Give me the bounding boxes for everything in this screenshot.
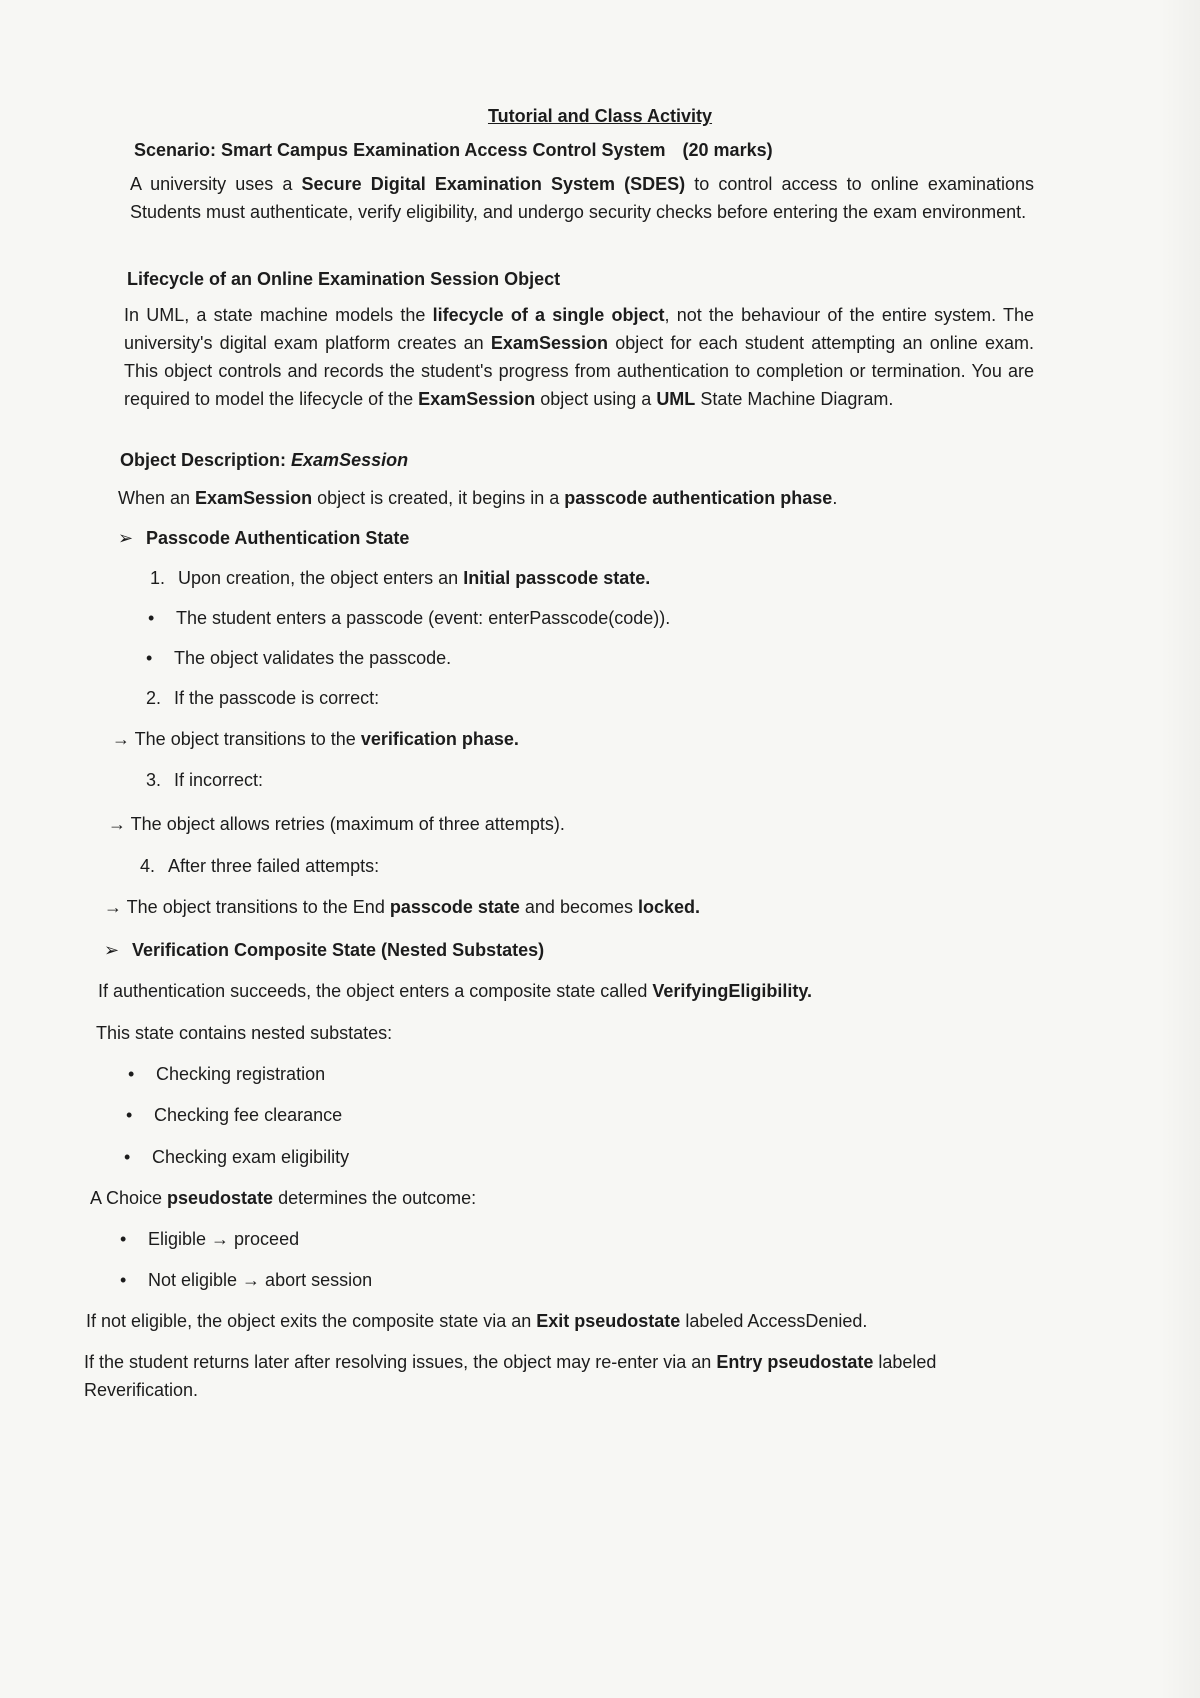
item-number: 3. <box>146 770 162 790</box>
object-description-intro <box>118 484 837 512</box>
intro-text-part: object is created, it begins in a <box>312 488 565 508</box>
intro-text-part: When an <box>118 488 196 508</box>
passcode-arrow-3 <box>104 893 700 921</box>
uml-term: UML <box>656 389 696 409</box>
bullet-icon: • <box>124 1147 131 1167</box>
arrowhead-bullet-icon: ➢ <box>118 528 134 548</box>
lifecycle-text-part: object for each student attempting an online exam. This object controls and records the student's progress from authentication to completion or termination. You are required to model the lifecycle of the <box>124 333 1034 409</box>
passcode-item-3 <box>146 766 263 794</box>
exit-pseudostate-term: Exit pseudostate <box>536 1311 681 1331</box>
scenario-text-part: to control access to online examinations Students must authenticate, verify eligibility, and undergo security checks before entering the exam environment. <box>130 174 1034 222</box>
arrow-text: → The object transitions to the <box>112 729 361 749</box>
item-text: Upon creation, the object enters an <box>178 568 464 588</box>
passcode-item-4 <box>140 852 379 880</box>
lifecycle-paragraph <box>124 301 1034 413</box>
bullet-icon: • <box>120 1229 127 1249</box>
sdes-term: Secure Digital Examination System (SDES) <box>301 174 686 194</box>
passcode-item-2 <box>146 684 379 712</box>
initial-state-term: Initial passcode state. <box>463 568 651 588</box>
examsession-term: ExamSession <box>418 389 536 409</box>
lifecycle-heading: Lifecycle of an Online Examination Session Object <box>127 269 561 289</box>
item-text: After three failed attempts: <box>168 856 380 876</box>
bullet-icon: • <box>126 1105 133 1125</box>
entry-text: If the student returns later after resolving issues, the object may re-enter via an <box>84 1352 717 1372</box>
passcode-state-term: passcode state <box>389 897 520 917</box>
passcode-section-title: Passcode Authentication State <box>146 528 410 548</box>
lifecycle-term: lifecycle of a single object <box>432 305 665 325</box>
substate-text: Checking exam eligibility <box>152 1147 350 1167</box>
scenario-heading-text: Scenario: Smart Campus Examination Access Control System <box>134 140 666 160</box>
item-text: If incorrect: <box>174 770 264 790</box>
lifecycle-text-part: State Machine Diagram. <box>695 389 894 409</box>
substate-item <box>128 1060 325 1088</box>
substates-intro: This state contains nested substates: <box>96 1023 393 1043</box>
bullet-icon: • <box>148 608 155 628</box>
scenario-heading <box>134 136 773 164</box>
entry-pseudostate-term: Entry pseudostate <box>716 1352 874 1372</box>
object-name: ExamSession <box>291 450 409 470</box>
passcode-item-1 <box>150 564 650 592</box>
bullet-icon: • <box>128 1064 135 1084</box>
object-description-label: Object Description: <box>120 450 292 470</box>
outcome-item <box>120 1225 299 1253</box>
choice-text: determines the outcome: <box>273 1188 477 1208</box>
verification-section-heading <box>104 936 544 964</box>
exit-paragraph <box>86 1307 867 1335</box>
outcome-text: Not eligible → abort session <box>148 1270 373 1290</box>
lifecycle-text-part: object using a <box>535 389 657 409</box>
outcome-item <box>120 1266 372 1294</box>
entry-paragraph <box>84 1348 1034 1404</box>
scenario-marks: (20 marks) <box>682 140 773 160</box>
choice-text: A Choice <box>90 1188 168 1208</box>
arrowhead-bullet-icon: ➢ <box>104 940 120 960</box>
passcode-arrow-2: → The object allows retries (maximum of three attempts). <box>108 814 565 834</box>
arrow-text: and becomes <box>519 897 638 917</box>
document-title: Tutorial and Class Activity <box>487 106 713 126</box>
exit-text: If not eligible, the object exits the composite state via an <box>86 1311 537 1331</box>
passcode-bullet-2 <box>146 644 451 672</box>
item-number: 4. <box>140 856 156 876</box>
arrow-text: → The object transitions to the End <box>104 897 390 917</box>
passcode-arrow-1 <box>112 725 519 753</box>
examsession-term: ExamSession <box>490 333 608 353</box>
substate-text: Checking fee clearance <box>154 1105 343 1125</box>
item-text: If the passcode is correct: <box>174 688 380 708</box>
entry-text: labeled Reverification. <box>84 1352 937 1400</box>
exit-text: labeled AccessDenied. <box>680 1311 868 1331</box>
pseudostate-term: pseudostate <box>167 1188 274 1208</box>
scan-edge-shade <box>1160 0 1200 1698</box>
passcode-bullet-1 <box>148 604 670 632</box>
verification-phase-term: verification phase. <box>360 729 519 749</box>
object-description-heading <box>120 446 408 474</box>
passcode-phase-term: passcode authentication phase <box>564 488 833 508</box>
item-number: 2. <box>146 688 162 708</box>
substate-item <box>124 1143 349 1171</box>
scenario-text-part: A university uses a <box>130 174 302 194</box>
scenario-paragraph <box>130 170 1034 226</box>
verification-section-title: Verification Composite State (Nested Substates) <box>132 940 545 960</box>
examsession-term: ExamSession <box>195 488 313 508</box>
bullet-icon: • <box>120 1270 127 1290</box>
choice-intro <box>90 1184 476 1212</box>
verifying-eligibility-term: VerifyingEligibility. <box>652 981 813 1001</box>
verification-intro <box>98 977 812 1005</box>
passcode-section-heading <box>118 524 409 552</box>
lifecycle-text-part: In UML, a state machine models the <box>124 305 433 325</box>
verification-intro-text: If authentication succeeds, the object enters a composite state called <box>98 981 653 1001</box>
bullet-icon: • <box>146 648 153 668</box>
item-number: 1. <box>150 568 166 588</box>
bullet-text: The object validates the passcode. <box>174 648 452 668</box>
outcome-text: Eligible → proceed <box>148 1229 300 1249</box>
lifecycle-text-part: , not the behaviour of the entire system. The university's digital exam platform creates an <box>124 305 1034 353</box>
substate-text: Checking registration <box>156 1064 326 1084</box>
locked-term: locked. <box>637 897 701 917</box>
substate-item <box>126 1101 342 1129</box>
bullet-text: The student enters a passcode (event: enterPasscode(code)). <box>176 608 671 628</box>
intro-text-part: . <box>832 488 838 508</box>
